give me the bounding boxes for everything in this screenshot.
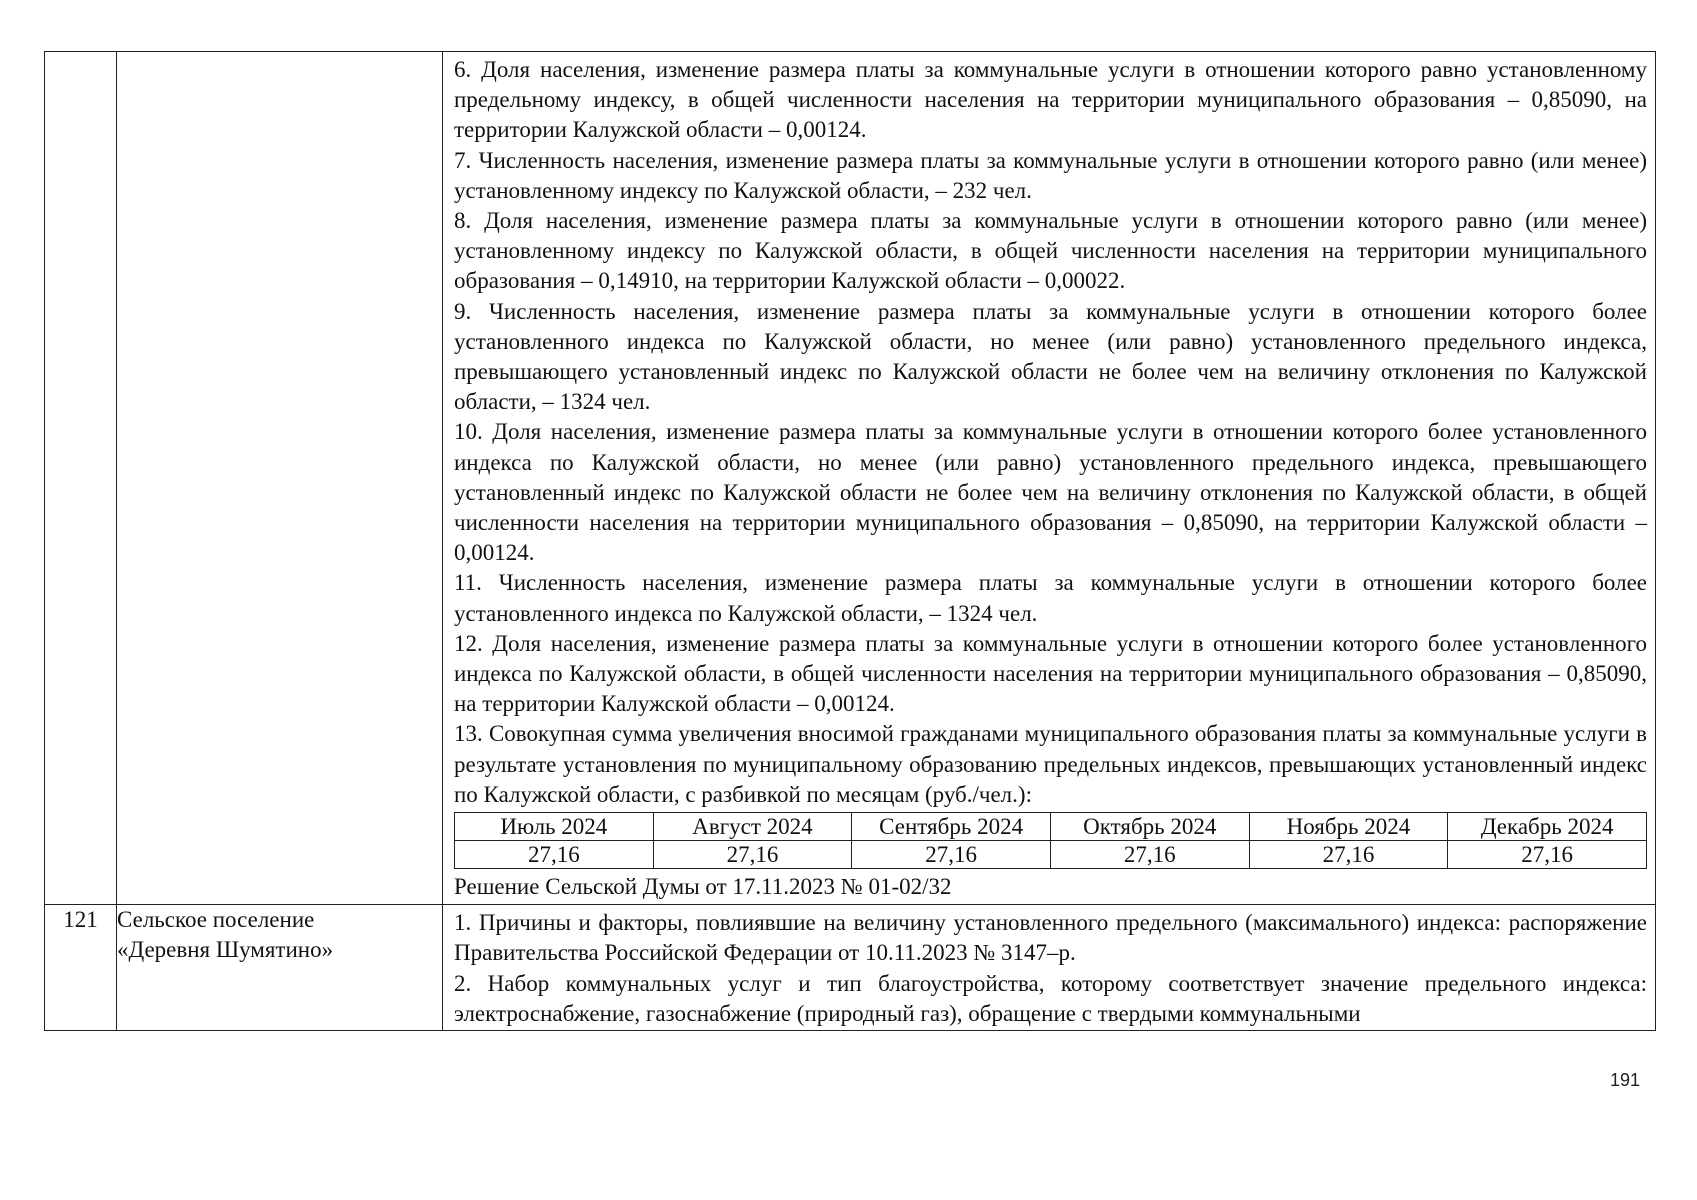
month-header: Сентябрь 2024 — [852, 813, 1051, 841]
table-row — [45, 905, 1656, 1031]
indicator-paragraph: 13. Совокупная сумма увеличения вносимой гражданами муниципального образования платы за коммунальные услуги в результате установления по муниципальному образованию предельных индексов, превышающих установленный индекс по Калужской области, с разбивкой по месяцам (руб./чел.): — [454, 721, 1647, 807]
page-number: 191 — [1609, 1070, 1640, 1090]
indices-table — [44, 51, 1656, 1031]
month-value: 27,16 — [852, 841, 1051, 869]
municipality-name-line: «Деревня Шумятино» — [117, 937, 334, 963]
indicator-paragraph: 6. Доля населения, изменение размера платы за коммунальные услуги в отношении которого равно установленному предельному индексу, в общей численности населения на территории муниципального образования – 0,85090, на территории Калужской области – 0,00124. — [454, 57, 1647, 143]
indicator-paragraph: 11. Численность населения, изменение размера платы за коммунальные услуги в отношении которого более установленного индекса по Калужской области, – 1324 чел. — [454, 570, 1647, 626]
municipality-name-cell — [117, 52, 443, 905]
month-value: 27,16 — [1448, 841, 1647, 869]
month-header: Июль 2024 — [455, 813, 654, 841]
indicator-paragraph: 12. Доля населения, изменение размера платы за коммунальные услуги в отношении которого более установленного индекса по Калужской области, в общей численности населения на территории муниципального образования – 0,85090, на территории Калужской области – 0,00124. — [454, 630, 1647, 717]
indicators-cell — [443, 52, 1656, 905]
municipality-name-cell — [117, 905, 443, 1031]
months-header-row — [455, 813, 1647, 841]
monthly-amounts-table — [454, 812, 1647, 869]
indicator-paragraph: 10. Доля населения, изменение размера платы за коммунальные услуги в отношении которого более установленного индекса по Калужской области, но менее (или равно) установленного предельного индекса, превышающего установленный индекс по Калужской области не более чем на величину отклонения по Калужской области, в общей численности населения на территории муниципального образования – 0,85090, на территории Калужской области – 0,00124. — [454, 419, 1647, 566]
table-row — [45, 52, 1656, 905]
month-value: 27,16 — [1050, 841, 1249, 869]
month-value: 27,16 — [653, 841, 852, 869]
indicator-paragraph: 7. Численность населения, изменение размера платы за коммунальные услуги в отношении которого равно (или менее) установленному индексу по Калужской области, – 232 чел. — [454, 147, 1647, 203]
indicator-paragraph: 8. Доля населения, изменение размера платы за коммунальные услуги в отношении которого равно (или менее) установленному индексу по Калужской области, в общей численности населения на территории муниципального образования – 0,14910, на территории Калужской области – 0,00022. — [454, 208, 1647, 294]
months-values-row — [455, 841, 1647, 869]
municipality-name-line: Сельское поселение — [117, 907, 315, 933]
month-header: Октябрь 2024 — [1050, 813, 1249, 841]
row-number-cell — [45, 52, 117, 905]
row-number-cell: 121 — [45, 905, 117, 1031]
month-value: 27,16 — [1249, 841, 1448, 869]
indicator-paragraph: 9. Численность населения, изменение размера платы за коммунальные услуги в отношении которого более установленного индекса по Калужской области, но менее (или равно) установленного предельного индекса, превышающего установленный индекс по Калужской области не более чем на величину отклонения по Калужской области, – 1324 чел. — [454, 298, 1647, 415]
indicators-cell — [443, 905, 1656, 1031]
month-header: Декабрь 2024 — [1448, 813, 1647, 841]
indicator-paragraph: 2. Набор коммунальных услуг и тип благоустройства, которому соответствует значение предельного индекса: электроснабжение, газоснабжение (природный газ), обращение с твердыми коммунальными — [454, 970, 1647, 1026]
month-header: Ноябрь 2024 — [1249, 813, 1448, 841]
month-value: 27,16 — [455, 841, 654, 869]
decision-reference: Решение Сельской Думы от 17.11.2023 № 01-02/32 — [454, 874, 952, 900]
month-header: Август 2024 — [653, 813, 852, 841]
indicator-paragraph: 1. Причины и факторы, повлиявшие на величину установленного предельного (максимального) индекса: распоряжение Правительства Российской Федерации от 10.11.2023 № 3147–р. — [454, 910, 1647, 966]
